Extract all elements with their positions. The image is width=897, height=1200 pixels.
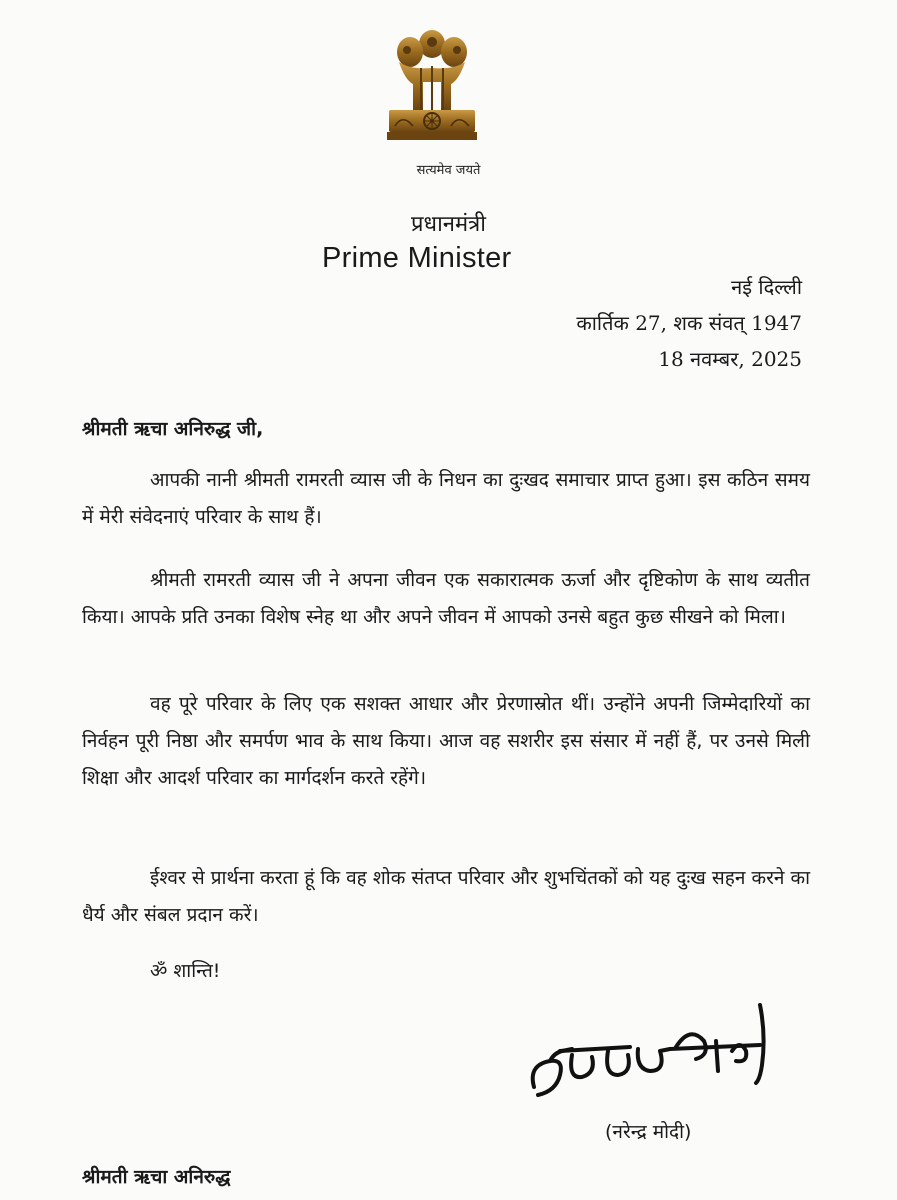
paragraph-3-text: वह पूरे परिवार के लिए एक सशक्त आधार और प्रेरणास्रोत थीं। उन्होंने अपनी जिम्मेदारियों का निर्वहन पूरी निष्ठा और समर्पण भाव के साथ किया। आज वह सशरीर इस संसार में नहीं हैं, पर उनसे मिली शिक्षा और आदर्श परिवार का मार्गदर्शन करते रहेंगे।	[82, 693, 810, 789]
signature-icon	[520, 995, 780, 1115]
gregorian-date: 18 नवम्बर, 2025	[658, 347, 802, 371]
paragraph-2-text: श्रीमती रामरती व्यास जी ने अपना जीवन एक सकारात्मक ऊर्जा और दृष्टिकोण के साथ व्यतीत किया। आपके प्रति उनका विशेष स्नेह था और अपने जीवन में आपको उनसे बहुत कुछ सीखने को मिला।	[82, 569, 810, 628]
office-title-english: Prime Minister	[322, 242, 512, 274]
closing: ॐ शान्ति!	[150, 960, 221, 982]
paragraph-4-text: ईश्वर से प्रार्थना करता हूं कि वह शोक संतप्त परिवार और शुभचिंतकों को यह दुःख सहन करने का धैर्य और संबल प्रदान करें।	[82, 867, 810, 926]
paragraph-4	[82, 860, 810, 934]
office-title-hindi: प्रधानमंत्री	[411, 212, 486, 237]
salutation: श्रीमती ऋचा अनिरुद्ध जी,	[82, 418, 264, 440]
recipient-name: श्रीमती ऋचा अनिरुद्ध	[82, 1166, 231, 1188]
paragraph-2	[82, 562, 810, 636]
city: नई दिल्ली	[731, 275, 802, 299]
paragraph-1-text: आपकी नानी श्रीमती रामरती व्यास जी के निधन का दुःखद समाचार प्राप्त हुआ। इस कठिन समय में मेरी संवेदनाएं परिवार के साथ हैं।	[82, 469, 810, 528]
national-emblem-icon	[383, 22, 481, 162]
saka-date: कार्तिक 27, शक संवत् 1947	[576, 311, 802, 335]
paragraph-3	[82, 686, 810, 797]
emblem-motto: सत्यमेव जयते	[416, 163, 481, 178]
signatory-name: (नरेन्द्र मोदी)	[605, 1121, 692, 1143]
paragraph-1	[82, 462, 810, 536]
